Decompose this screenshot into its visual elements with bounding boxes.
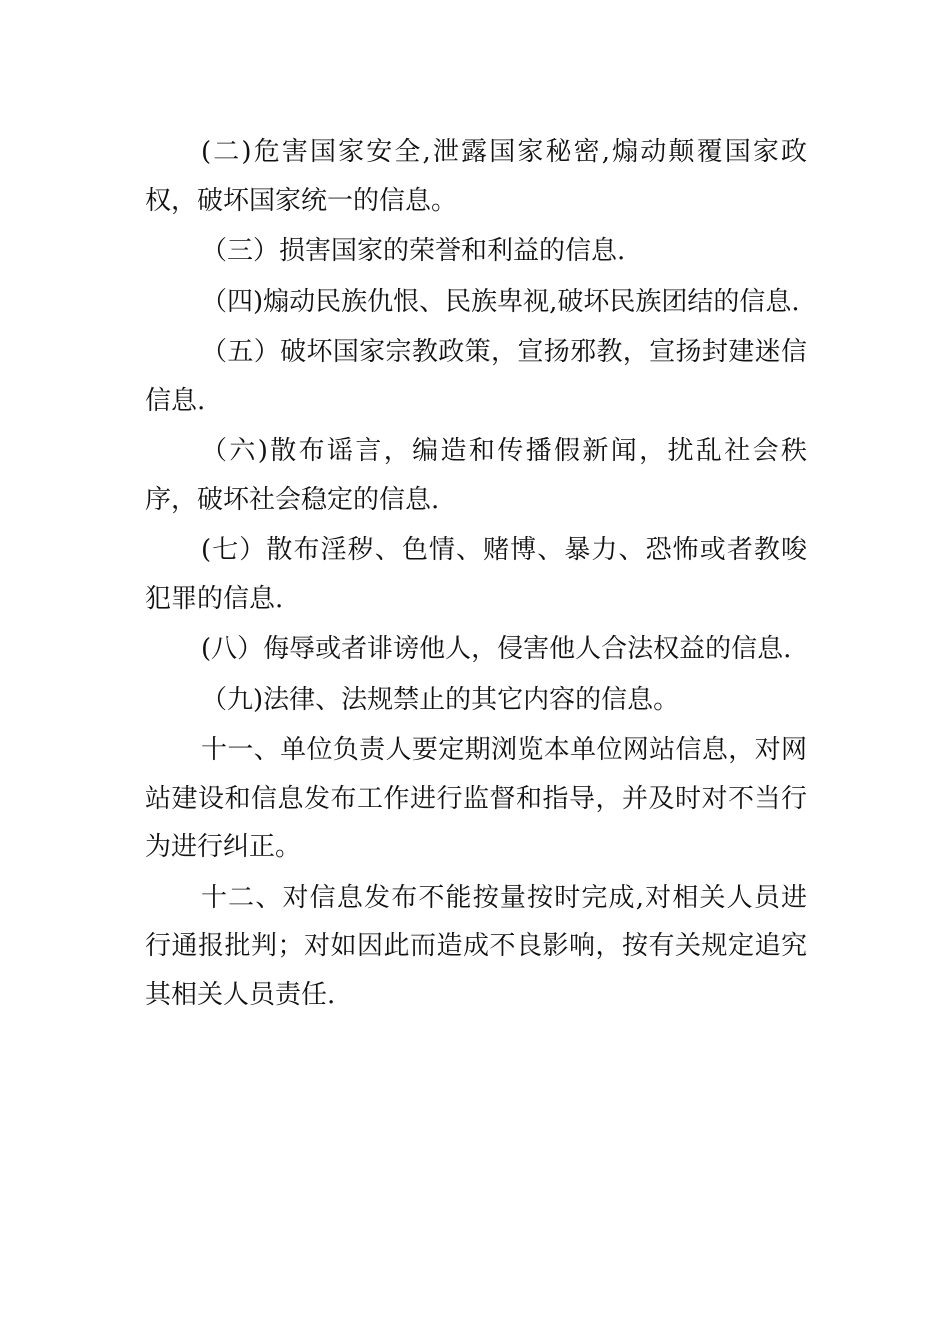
paragraph-clause-11: 十一、单位负责人要定期浏览本单位网站信息，对网站建设和信息发布工作进行监督和指导，并及时对不当行为进行纠正。 xyxy=(145,735,807,862)
paragraph-item-9: （九)法律、法规禁止的其它内容的信息。 xyxy=(201,684,680,715)
paragraph-item-5: （五）破坏国家宗教政策，宣扬邪教，宣扬封建迷信信息. xyxy=(145,337,807,416)
paragraph-item-2: (二)危害国家安全,泄露国家秘密,煽动颠覆国家政权，破坏国家统一的信息。 xyxy=(145,137,807,216)
paragraph-item-7: (七）散布淫秽、色情、赌博、暴力、恐怖或者教唆犯罪的信息. xyxy=(145,535,807,614)
paragraph-item-3: （三）损害国家的荣誉和利益的信息. xyxy=(201,236,626,266)
paragraph-clause-12: 十二、对信息发布不能按量按时完成,对相关人员进行通报批判；对如因此而造成不良影响，按有关规定追究其相关人员责任. xyxy=(145,882,807,1010)
paragraph-item-6: （六)散布谣言，编造和传播假新闻，扰乱社会秩序，破坏社会稳定的信息. xyxy=(145,436,807,515)
document-body xyxy=(145,128,807,1019)
paragraph-item-4: （四)煽动民族仇恨、民族卑视,破坏民族团结的信息. xyxy=(201,286,800,317)
paragraph-item-8: (八）侮辱或者诽谤他人，侵害他人合法权益的信息. xyxy=(201,634,792,664)
